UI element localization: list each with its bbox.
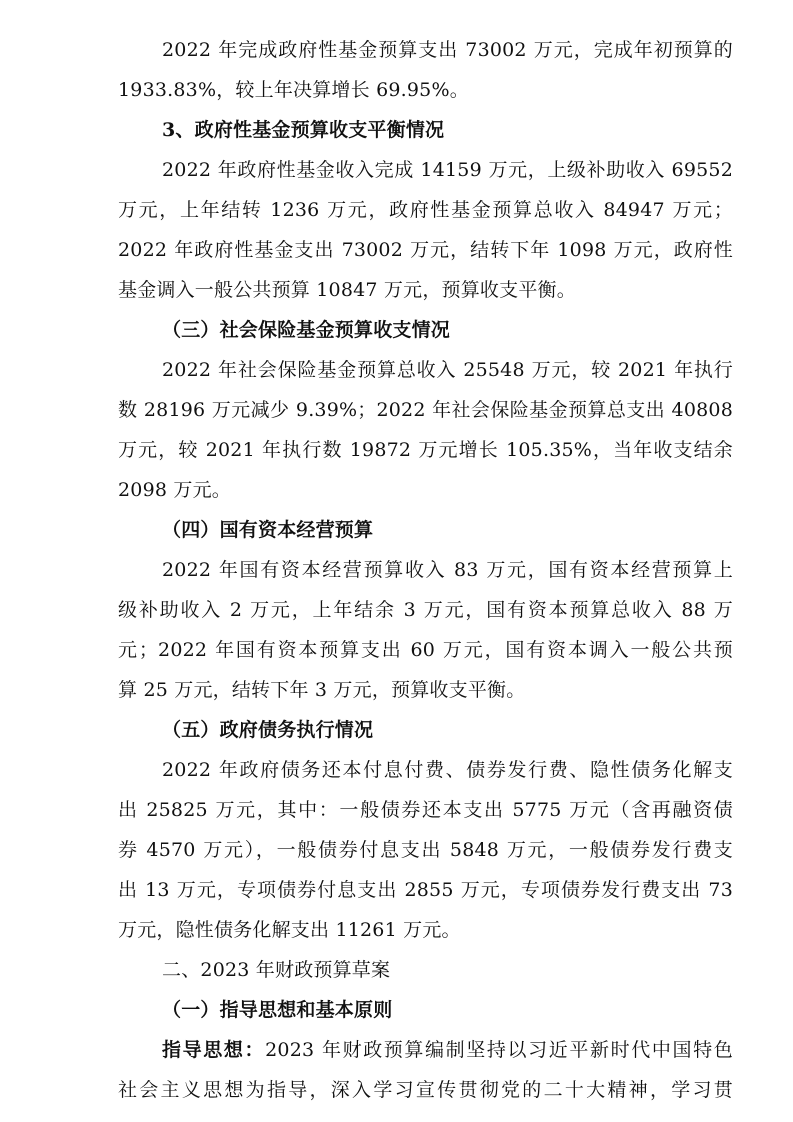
text-line: 2022 年社会保险基金预算总收入 25548 万元，较 2021 年执行 xyxy=(162,359,733,381)
text-line: 2022 年政府性基金收入完成 14159 万元，上级补助收入 69552 xyxy=(162,159,733,181)
text-line: 2022 年政府性基金支出 73002 万元，结转下年 1098 万元，政府性 xyxy=(118,239,733,261)
paragraph-government-debt xyxy=(118,750,733,950)
text-line: 2098 万元。 xyxy=(118,479,231,501)
text-line: 万元，隐性债务化解支出 11261 万元。 xyxy=(118,919,461,941)
text-line: 2022 年完成政府性基金预算支出 73002 万元，完成年初预算的 xyxy=(162,39,733,61)
text-line: 万元，较 2021 年执行数 19872 万元增长 105.35%，当年收支结余 xyxy=(118,439,733,461)
paragraph-guiding-ideology xyxy=(118,1030,733,1110)
text-line: 2022 年国有资本经营预算收入 83 万元，国有资本经营预算上 xyxy=(162,559,733,581)
text-line: 券 4570 万元），一般债券付息支出 5848 万元，一般债券发行费支 xyxy=(118,839,733,861)
section-heading: （四）国有资本经营预算 xyxy=(162,519,374,541)
text-line: 1933.83%，较上年决算增长 69.95%。 xyxy=(118,79,469,101)
text-line: 数 28196 万元减少 9.39%；2022 年社会保险基金预算总支出 40808 xyxy=(118,399,733,421)
text-line: 元；2022 年国有资本预算支出 60 万元，国有资本调入一般公共预 xyxy=(118,639,733,661)
text-line: 出 13 万元，专项债券付息支出 2855 万元，专项债券发行费支出 73 xyxy=(118,879,733,901)
section-heading: （五）政府债务执行情况 xyxy=(162,719,374,741)
text-line: 社会主义思想为指导，深入学习宣传贯彻党的二十大精神，学习贯 xyxy=(118,1079,733,1101)
text-line: 2022 年政府债务还本付息付费、债券发行费、隐性债务化解支 xyxy=(162,759,733,781)
section-heading: （三）社会保险基金预算收支情况 xyxy=(162,319,451,341)
text-line: 出 25825 万元，其中：一般债券还本支出 5775 万元（含再融资债 xyxy=(118,799,733,821)
paragraph-fund-expenditure xyxy=(118,30,733,110)
paragraph-fund-balance xyxy=(118,150,733,310)
lead-term: 指导思想： xyxy=(162,1039,266,1061)
chapter-heading: 二、2023 年财政预算草案 xyxy=(162,959,391,981)
lead-rest: 2023 年财政预算编制坚持以习近平新时代中国特色 xyxy=(265,1039,733,1061)
text-line: 万元，上年结转 1236 万元，政府性基金预算总收入 84947 万元； xyxy=(118,199,733,221)
section-heading: 3、政府性基金预算收支平衡情况 xyxy=(162,119,445,141)
text-line: 基金调入一般公共预算 10847 万元，预算收支平衡。 xyxy=(118,279,576,301)
text-line xyxy=(118,1030,733,1070)
text-line: 算 25 万元，结转下年 3 万元，预算收支平衡。 xyxy=(118,679,526,701)
paragraph-state-capital xyxy=(118,550,733,710)
paragraph-social-insurance xyxy=(118,350,733,510)
text-line: 级补助收入 2 万元，上年结余 3 万元，国有资本预算总收入 88 万 xyxy=(118,599,733,621)
section-heading: （一）指导思想和基本原则 xyxy=(162,999,393,1021)
